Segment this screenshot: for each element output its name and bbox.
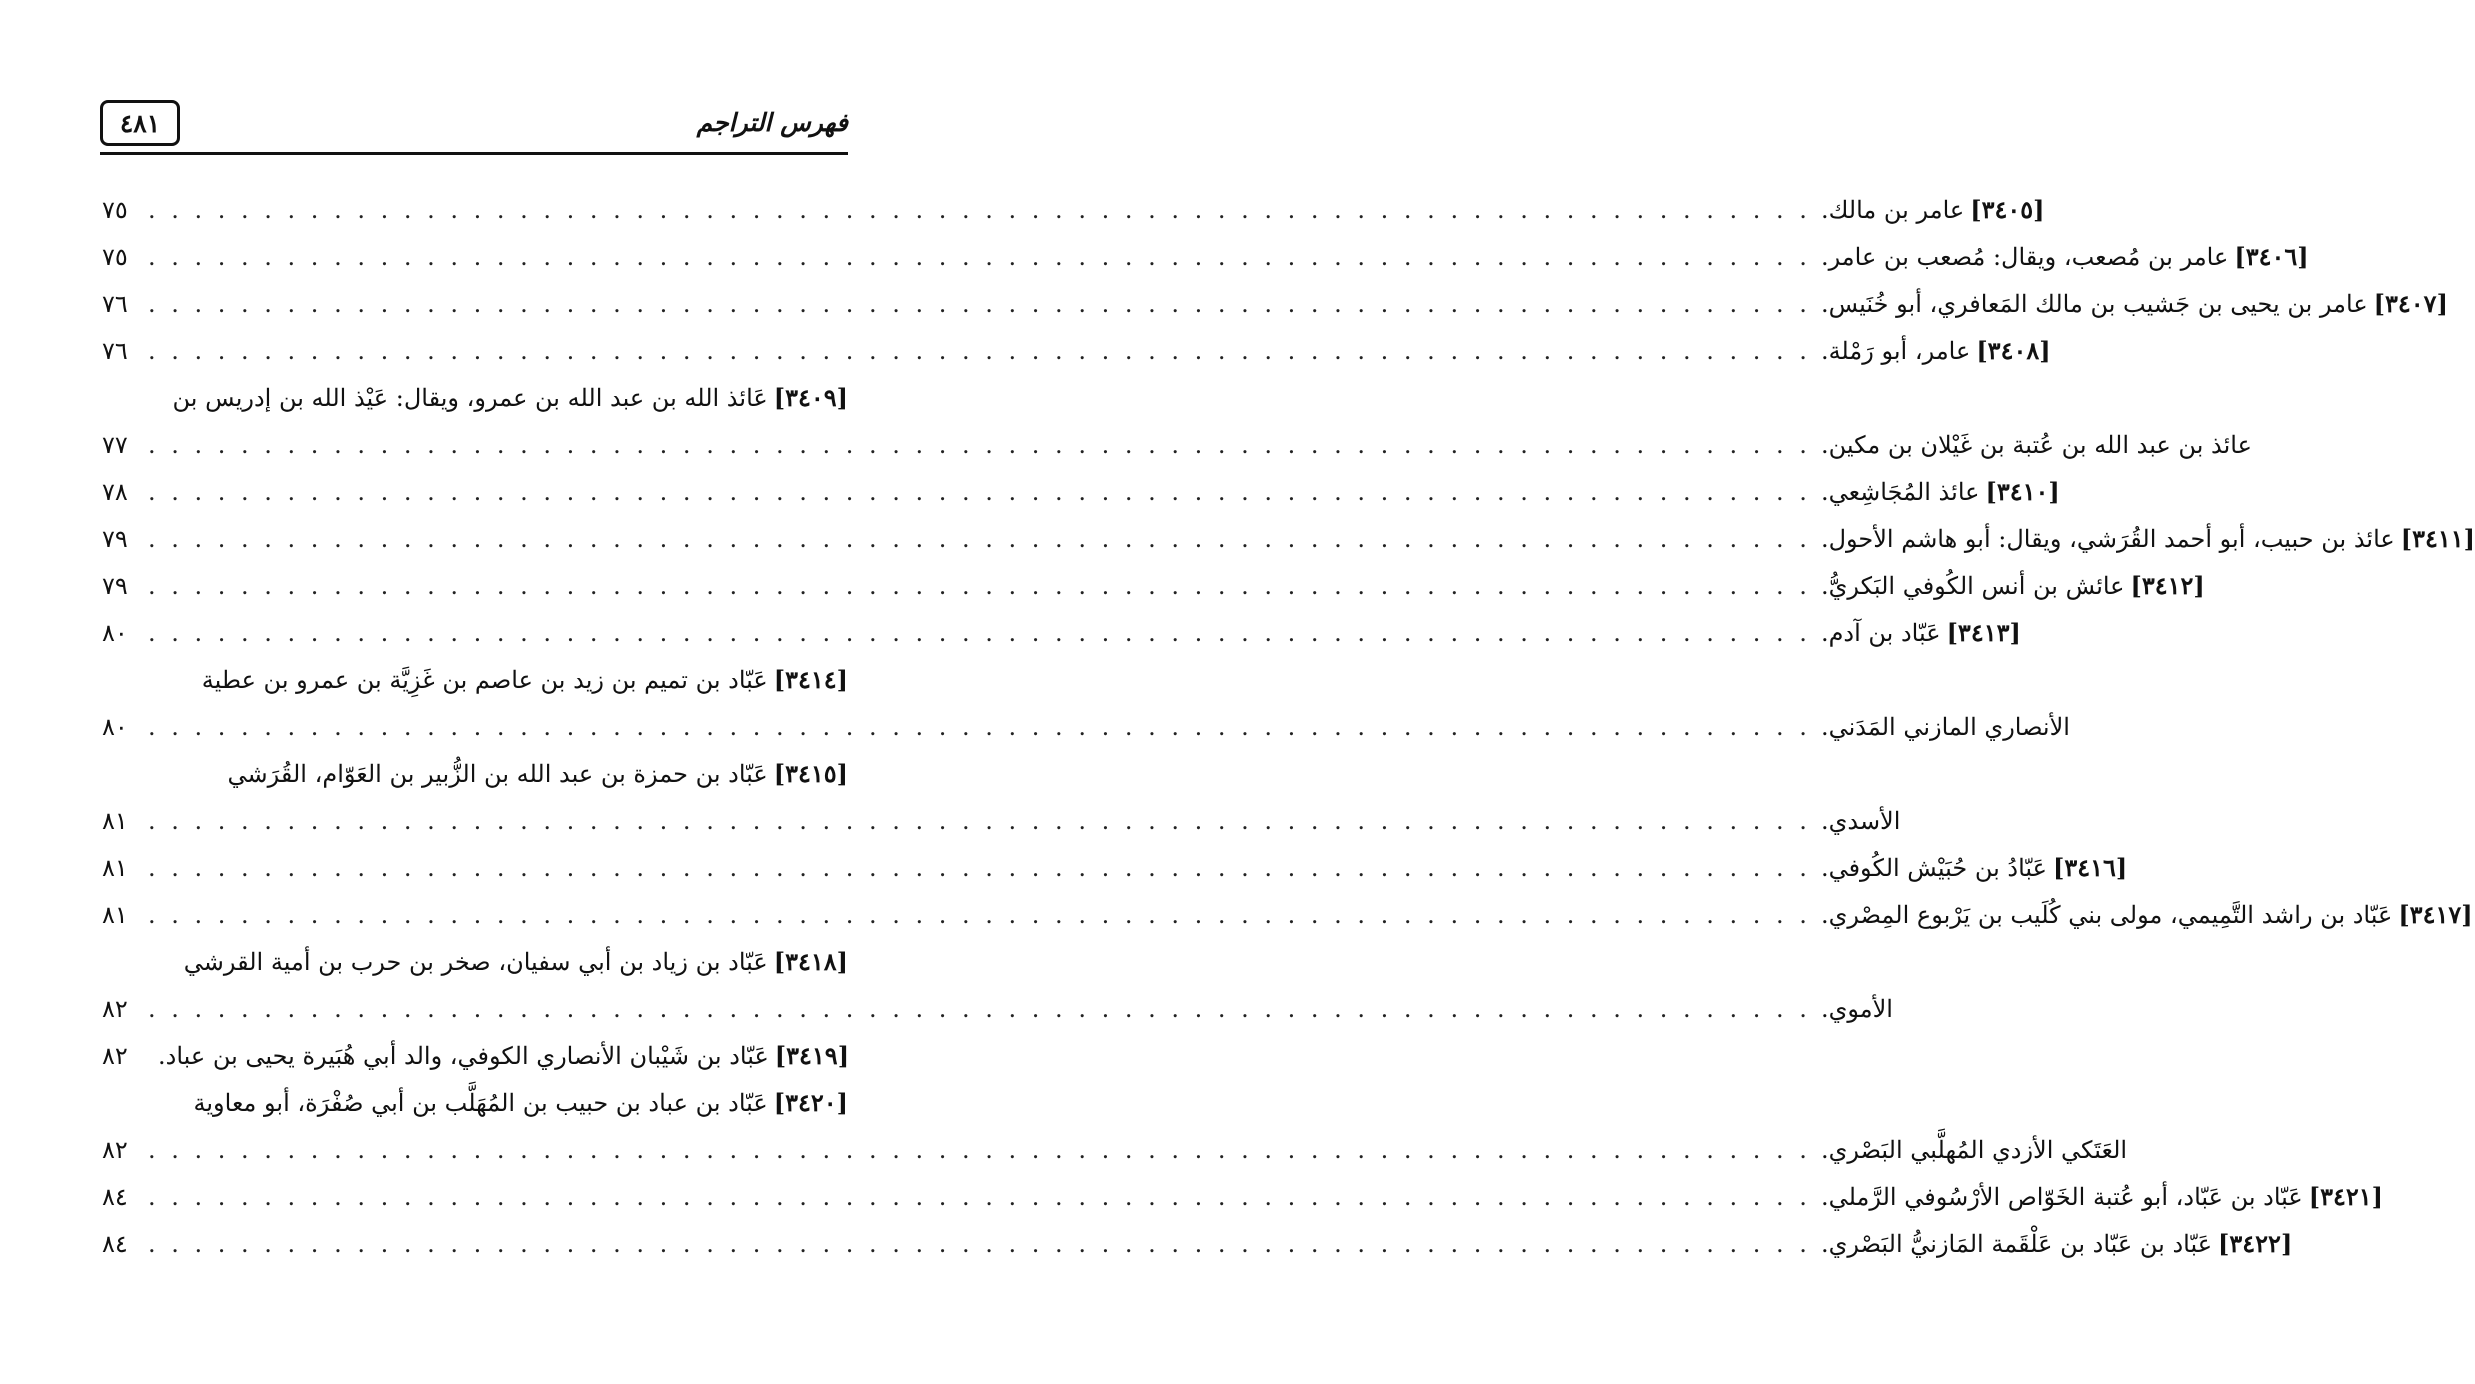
entry-page-number: ٨٠ <box>102 618 128 647</box>
dot-leader: . . . . . . . . . . . . . . . . . . . . . . . . . . . . . . . . . . . . . . . . . . . . . . . . . . . . . . . . . . . . . . . . . . . . . . . . <box>148 289 1811 318</box>
entry-page-number: ٧٦ <box>102 336 128 365</box>
entry-name: عَبّاد بن عَبّاد، أبو عُتبة الخَوّاص الأرْسُوفي الرَّملي. <box>1820 1183 2303 1211</box>
entry-text <box>1821 713 2070 741</box>
entry-text <box>1821 995 1893 1023</box>
entry-number: [٣٤٢٠] <box>773 1088 848 1117</box>
entry-page-number: ٨١ <box>102 806 128 835</box>
entry-page-number: ٧٨ <box>102 477 128 506</box>
entry-name: عامر بن يحيى بن جَشيب بن مالك المَعافري، أبو خُنَيس. <box>1820 290 2368 318</box>
entry-name: عامر بن مُصعب، ويقال: مُصعب بن عامر. <box>1820 243 2229 271</box>
entry-line <box>102 703 2070 750</box>
entry-number: [٣٤١٣] <box>1946 618 2021 647</box>
page-header <box>100 100 848 158</box>
entry-line <box>102 656 848 703</box>
dot-leader: . . . . . . . . . . . . . . . . . . . . . . . . . . . . . . . . . . . . . . . . . . . . . . . . . . . . . . . . . . . . . . . . . . . . . . . . <box>148 1229 1811 1258</box>
entry-name: عَبّاد بن حمزة بن عبد الله بن الزُّبير بن العَوّام، القُرَشي <box>227 760 768 788</box>
entry-text <box>1821 289 2448 318</box>
dot-leader: . . . . . . . . . . . . . . . . . . . . . . . . . . . . . . . . . . . . . . . . . . . . . . . . . . . . . . . . . . . . . . . . . . . . . . . . <box>148 524 1811 553</box>
entry-page-number: ٨٢ <box>102 1135 128 1164</box>
entry-text <box>1821 242 2309 271</box>
entry-number: [٣٤١٤] <box>773 665 848 694</box>
index-entry <box>102 609 2021 656</box>
entry-page-number: ٧٥ <box>102 242 128 271</box>
entry-number: [٣٤٢٢] <box>2218 1229 2293 1258</box>
entry-text <box>1821 1182 2383 1211</box>
entry-name: عائذ المُجَاشِعي. <box>1820 478 1980 506</box>
entry-text <box>158 1041 849 1070</box>
entry-name: عامر بن مالك. <box>1820 196 1965 224</box>
entry-line <box>102 1079 848 1126</box>
index-entry <box>102 891 2473 938</box>
entry-text <box>1821 1229 2292 1258</box>
entry-line <box>102 844 2128 891</box>
entry-line <box>102 280 2448 327</box>
entry-text <box>1821 807 1900 835</box>
index-entry <box>102 468 2060 515</box>
entry-page-number: ٨٢ <box>102 1041 128 1070</box>
entry-number: [٣٤٠٧] <box>2373 289 2448 318</box>
entry-name: عَبّاد بن عَبّاد بن عَلْقَمة المَازنيُّ البَصْري. <box>1820 1230 2213 1258</box>
entry-name: عائذ بن حبيب، أبو أحمد القُرَشي، ويقال: أبو هاشم الأحول. <box>1820 525 2395 553</box>
entry-line <box>102 468 2060 515</box>
entry-text <box>227 759 848 788</box>
entry-number: [٣٤١٥] <box>773 759 848 788</box>
entry-text <box>1821 431 2252 459</box>
entry-page-number: ٨٤ <box>102 1229 128 1258</box>
entry-line <box>102 1220 2293 1267</box>
entry-page-number: ٨٢ <box>102 994 128 1023</box>
index-entry <box>102 233 2309 280</box>
entry-line <box>102 233 2309 280</box>
entry-text <box>184 947 848 976</box>
entry-text <box>1821 195 2045 224</box>
entry-line <box>102 327 2051 374</box>
index-entry <box>102 750 1901 844</box>
entry-text <box>202 665 848 694</box>
entry-line <box>102 374 848 421</box>
index-entry <box>102 562 2205 609</box>
dot-leader: . . . . . . . . . . . . . . . . . . . . . . . . . . . . . . . . . . . . . . . . . . . . . . . . . . . . . . . . . . . . . . . . . . . . . . . . <box>148 242 1811 271</box>
entry-name: الأنصاري المازني المَدَني. <box>1820 712 2070 741</box>
dot-leader: . . . . . . . . . . . . . . . . . . . . . . . . . . . . . . . . . . . . . . . . . . . . . . . . . . . . . . . . . . . . . . . . . . . . . . . . <box>148 806 1811 835</box>
entry-name: عائذ بن عبد الله بن عُتبة بن غَيْلان بن مكين. <box>1820 430 2252 459</box>
entry-text <box>194 1088 849 1117</box>
entry-line <box>102 891 2473 938</box>
entry-text <box>1821 618 2021 647</box>
entry-name: عَبّاد بن شَيْبان الأنصاري الكوفي، والد أبي هُبَيرة يحيى بن عباد. <box>158 1042 769 1070</box>
entry-text <box>1821 524 2475 553</box>
entry-page-number: ٧٥ <box>102 195 128 224</box>
index-entry <box>102 327 2051 374</box>
entry-number: [٣٤١٦] <box>2053 853 2128 882</box>
entry-number: [٣٤١١] <box>2400 524 2475 553</box>
index-entry <box>102 186 2045 233</box>
page-number: ٤٨١ <box>119 108 161 138</box>
index-entry <box>102 1032 848 1079</box>
dot-leader: . . . . . . . . . . . . . . . . . . . . . . . . . . . . . . . . . . . . . . . . . . . . . . . . . . . . . . . . . . . . . . . . . . . . . . . . <box>148 1135 1811 1164</box>
entry-line <box>102 985 1893 1032</box>
dot-leader: . . . . . . . . . . . . . . . . . . . . . . . . . . . . . . . . . . . . . . . . . . . . . . . . . . . . . . . . . . . . . . . . . . . . . . . . <box>148 618 1811 647</box>
entry-number: [٣٤١٢] <box>2130 571 2205 600</box>
entry-text <box>1821 853 2127 882</box>
entry-number: [٣٤٠٥] <box>1970 195 2045 224</box>
dot-leader: . . . . . . . . . . . . . . . . . . . . . . . . . . . . . . . . . . . . . . . . . . . . . . . . . . . . . . . . . . . . . . . . . . . . . . . . <box>148 477 1811 506</box>
entry-page-number: ٧٦ <box>102 289 128 318</box>
entry-page-number: ٧٧ <box>102 430 128 459</box>
running-title: فهرس التراجم <box>696 108 848 137</box>
index-entry <box>102 656 2070 750</box>
dot-leader: . . . . . . . . . . . . . . . . . . . . . . . . . . . . . . . . . . . . . . . . . . . . . . . . . . . . . . . . . . . . . . . . . . . . . . . . <box>148 1182 1811 1211</box>
dot-leader: . . . . . . . . . . . . . . . . . . . . . . . . . . . . . . . . . . . . . . . . . . . . . . . . . . . . . . . . . . . . . . . . . . . . . . . . <box>148 853 1811 882</box>
entry-number: [٣٤١٧] <box>2398 900 2473 929</box>
entry-line <box>102 750 848 797</box>
entry-line <box>102 1032 848 1079</box>
entry-text <box>1821 336 2051 365</box>
entry-number: [٣٤١٩] <box>774 1041 850 1070</box>
index-entry <box>102 938 1893 1032</box>
dot-leader: . . . . . . . . . . . . . . . . . . . . . . . . . . . . . . . . . . . . . . . . . . . . . . . . . . . . . . . . . . . . . . . . . . . . . . . . <box>148 571 1811 600</box>
entry-number: [٣٤١٨] <box>773 947 848 976</box>
entry-name: عَبّادُ بن حُبَيْش الكُوفي. <box>1820 854 2047 882</box>
dot-leader: . . . . . . . . . . . . . . . . . . . . . . . . . . . . . . . . . . . . . . . . . . . . . . . . . . . . . . . . . . . . . . . . . . . . . . . . <box>148 994 1811 1023</box>
entry-number: [٣٤١٠] <box>1985 477 2060 506</box>
entry-text <box>1821 900 2473 929</box>
entry-page-number: ٨٤ <box>102 1182 128 1211</box>
entry-name: عَبّاد بن عباد بن حبيب بن المُهَلَّب بن أبي صُفْرَة، أبو معاوية <box>193 1089 768 1117</box>
entry-line <box>102 562 2205 609</box>
index-entry <box>102 844 2128 891</box>
entry-line <box>102 609 2021 656</box>
index-entries-list <box>102 186 2475 1267</box>
entry-line <box>102 186 2045 233</box>
entry-line <box>102 938 848 985</box>
entry-page-number: ٧٩ <box>102 524 128 553</box>
entry-page-number: ٨٠ <box>102 712 128 741</box>
entry-number: [٣٤٠٨] <box>1976 336 2051 365</box>
entry-text <box>1821 477 2060 506</box>
entry-name: العَتَكي الأزدي المُهلَّبي البَصْري. <box>1820 1135 2128 1164</box>
page-number-box <box>100 100 180 146</box>
entry-name: عَبّاد بن راشد التَّمِيمي، مولى بني كُلَيب بن يَرْبوع المِصْري. <box>1820 901 2393 929</box>
dot-leader: . . . . . . . . . . . . . . . . . . . . . . . . . . . . . . . . . . . . . . . . . . . . . . . . . . . . . . . . . . . . . . . . . . . . . . . . <box>148 195 1811 224</box>
entry-line <box>102 421 2252 468</box>
header-rule <box>100 152 848 155</box>
index-entry <box>102 374 2252 468</box>
dot-leader: . . . . . . . . . . . . . . . . . . . . . . . . . . . . . . . . . . . . . . . . . . . . . . . . . . . . . . . . . . . . . . . . . . . . . . . . <box>148 336 1811 365</box>
entry-name: عَبّاد بن زياد بن أبي سفيان، صخر بن حرب بن أمية القرشي <box>183 948 768 976</box>
entry-name: الأسدي. <box>1820 806 1901 835</box>
entry-name: عَائذ الله بن عبد الله بن عمرو، ويقال: عَيْذ الله بن إدريس بن <box>172 384 768 412</box>
entry-name: عَبّاد بن آدم. <box>1820 619 1941 647</box>
entry-number: [٣٤٢١] <box>2308 1182 2383 1211</box>
entry-number: [٣٤٠٦] <box>2234 242 2309 271</box>
entry-line <box>102 1126 2128 1173</box>
entry-line <box>102 515 2475 562</box>
dot-leader: . . . . . . . . . . . . . . . . . . . . . . . . . . . . . . . . . . . . . . . . . . . . . . . . . . . . . . . . . . . . . . . . . . . . . . . . <box>148 900 1811 929</box>
entry-name: عَبّاد بن تميم بن زيد بن عاصم بن غَزِيَّة بن عمرو بن عطية <box>201 666 768 694</box>
entry-name: الأموي. <box>1820 994 1893 1023</box>
index-entry <box>102 280 2448 327</box>
entry-text <box>173 383 848 412</box>
index-entry <box>102 1173 2383 1220</box>
entry-text <box>1821 571 2205 600</box>
entry-page-number: ٨١ <box>102 900 128 929</box>
index-entry <box>102 1079 2128 1173</box>
index-entry <box>102 515 2475 562</box>
entry-text <box>1821 1136 2127 1164</box>
entry-number: [٣٤٠٩] <box>773 383 848 412</box>
dot-leader: . . . . . . . . . . . . . . . . . . . . . . . . . . . . . . . . . . . . . . . . . . . . . . . . . . . . . . . . . . . . . . . . . . . . . . . . <box>148 430 1811 459</box>
index-entry <box>102 1220 2293 1267</box>
entry-name: عامر، أبو رَمْلة. <box>1820 337 1971 365</box>
entry-line <box>102 1173 2383 1220</box>
entry-page-number: ٧٩ <box>102 571 128 600</box>
dot-leader: . . . . . . . . . . . . . . . . . . . . . . . . . . . . . . . . . . . . . . . . . . . . . . . . . . . . . . . . . . . . . . . . . . . . . . . . <box>148 712 1811 741</box>
entry-name: عائش بن أنس الكُوفي البَكريُّ. <box>1820 572 2125 600</box>
entry-line <box>102 797 1901 844</box>
entry-page-number: ٨١ <box>102 853 128 882</box>
